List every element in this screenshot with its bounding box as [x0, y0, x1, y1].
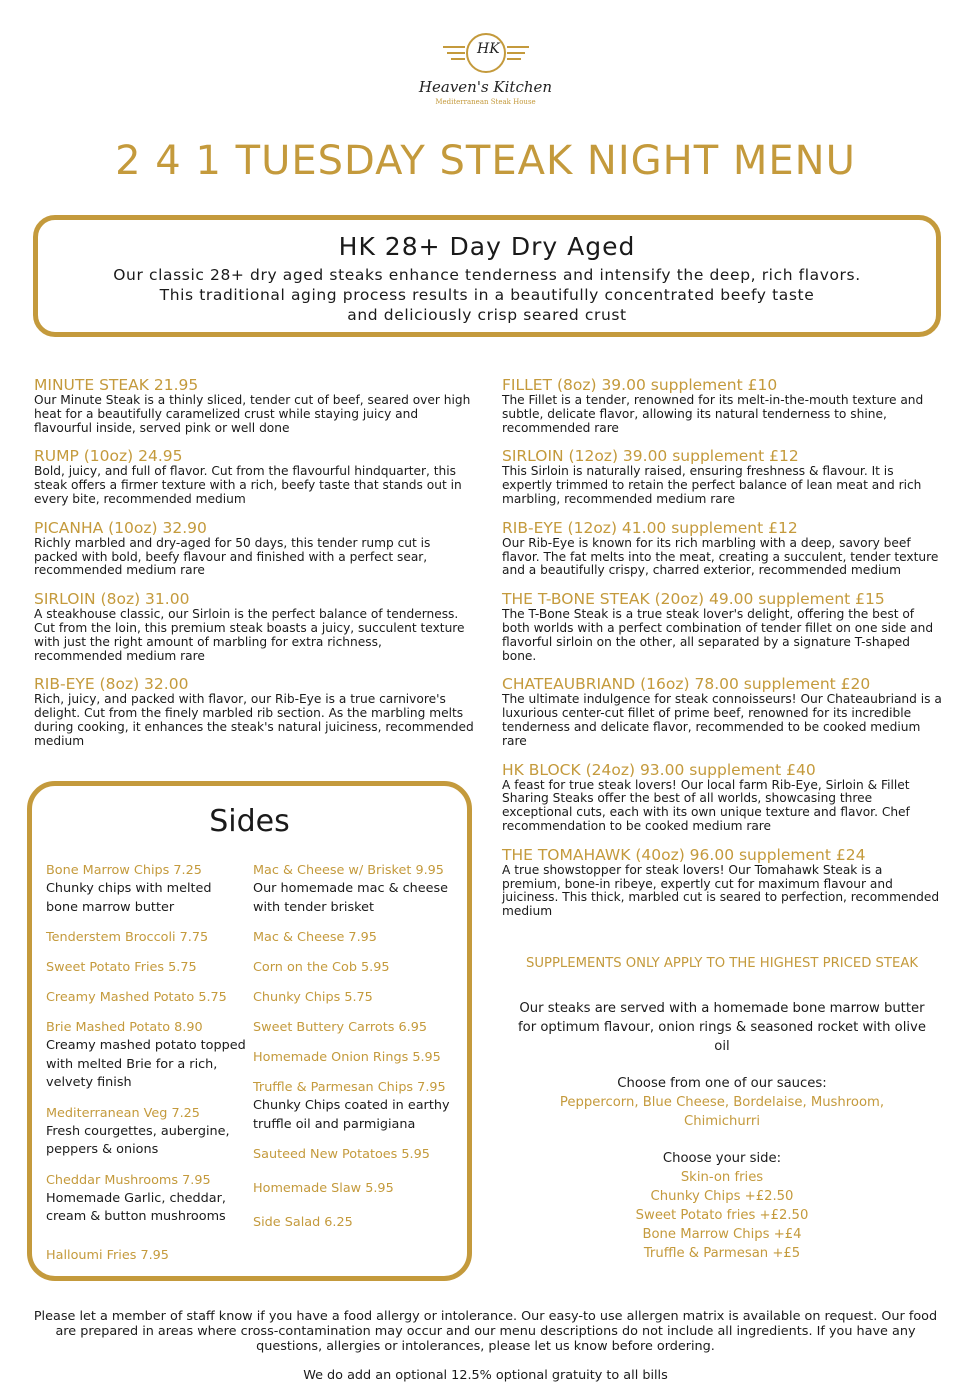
steak-item [34, 590, 474, 663]
side-name: Homemade Slaw 5.95 [253, 1181, 394, 1196]
side-option: Truffle & Parmesan +£5 [643, 1246, 801, 1261]
side-option: Sweet Potato fries +£2.50 [635, 1208, 809, 1223]
side-choice-label: Choose your side: [662, 1151, 782, 1166]
side-option: Skin-on fries [680, 1170, 764, 1185]
side-name: Mediterranean Veg 7.25 [46, 1105, 200, 1121]
side-name: Mac & Cheese w/ Brisket 9.95 [253, 863, 444, 878]
steak-description: A true showstopper for steak lovers! Our Tomahawk Steak is a premium, bone-in ribeye, expertly cut for maximum flavour and juiciness. This thick, marbled cut is seared to perfection, recommended medium [502, 862, 940, 919]
side-name: Side Salad 6.25 [253, 1215, 353, 1230]
steak-description: A steakhouse classic, our Sirloin is the perfect balance of tenderness. Cut from the loin, this premium steak boasts a juicy, succulent texture with just the right amount of marbling for extra richness, recommended medium rare [34, 607, 465, 663]
steak-item [502, 675, 942, 748]
side-item [46, 862, 246, 917]
steak-item [502, 376, 942, 435]
side-choice-section [502, 1149, 942, 1263]
side-item [46, 1105, 246, 1160]
side-item [253, 1214, 463, 1232]
side-description: Chunky Chips coated in earthy truffle oil and parmigiana [253, 1098, 450, 1132]
logo-name: Heaven's Kitchen [418, 78, 553, 96]
dry-aged-box [33, 215, 941, 337]
steak-name: SIRLOIN (12oz) 39.00 supplement £12 [502, 447, 799, 466]
side-description: Creamy mashed potato topped with melted Brie for a rich, velvety finish [46, 1038, 246, 1090]
side-item [46, 1019, 246, 1093]
steak-description: The T-Bone Steak is a true steak lover's delight, offering the best of both worlds with a perfect combination of tender fillet on one side and flavorful sirloin on the other, all separated by a signature T-shaped bone. [502, 607, 934, 663]
dry-aged-title: HK 28+ Day Dry Aged [338, 232, 636, 261]
side-item [253, 1019, 463, 1037]
steak-description: The Fillet is a tender, renowned for its melt-in-the-mouth texture and subtle, delicate flavor, allowing its natural tenderness to shine, recommended rare [502, 393, 924, 435]
page-title: 2 4 1 TUESDAY STEAK NIGHT MENU [115, 138, 856, 184]
steak-item [34, 376, 474, 435]
steak-name: HK BLOCK (24oz) 93.00 supplement £40 [502, 760, 816, 779]
side-item [46, 1172, 246, 1227]
steak-description: This Sirloin is naturally raised, ensuring freshness & flavour. It is expertly trimmed to retain the perfect balance of lean meat and rich marbling, recommended medium rare [502, 464, 922, 506]
svg-text:HK: HK [476, 41, 500, 57]
sides-column-1 [46, 862, 246, 1277]
steak-item [34, 447, 474, 506]
steak-name: FILLET (8oz) 39.00 supplement £10 [502, 376, 778, 394]
side-name: Halloumi Fries 7.95 [46, 1247, 169, 1263]
steak-description: The ultimate indulgence for steak connoisseurs! Our Chateaubriand is a luxurious center-cut fillet of prime beef, renowned for its incredible tenderness and delicate flavor, recommended to be cooked medium rare [502, 692, 942, 748]
side-name: Corn on the Cob 5.95 [253, 960, 390, 975]
served-with: Our steaks are served with a homemade bone marrow butter for optimum flavour, onion rings & seasoned rocket with olive oil [518, 1001, 926, 1054]
side-item [253, 959, 463, 977]
side-description: Our homemade mac & cheese with tender brisket [253, 881, 449, 915]
steak-name: SIRLOIN (8oz) 31.00 [34, 590, 190, 609]
logo-tagline: Mediterranean Steak House [435, 98, 536, 106]
side-name: Tenderstem Broccoli 7.75 [46, 930, 209, 945]
steaks-left-column [34, 376, 474, 761]
side-item [46, 1247, 246, 1265]
side-name: Cheddar Mushrooms 7.95 [46, 1172, 211, 1188]
steak-item [502, 519, 942, 578]
supplement-note: SUPPLEMENTS ONLY APPLY TO THE HIGHEST PRICED STEAK [526, 956, 918, 971]
side-description: Homemade Garlic, cheddar, cream & button mushrooms [46, 1190, 226, 1224]
steak-item [502, 447, 942, 506]
side-name: Truffle & Parmesan Chips 7.95 [253, 1080, 446, 1095]
hk-monogram-icon [441, 32, 531, 76]
side-name: Sweet Potato Fries 5.75 [46, 960, 197, 975]
side-name: Homemade Onion Rings 5.95 [253, 1050, 441, 1065]
sauces-list: Peppercorn, Blue Cheese, Bordelaise, Mushroom, Chimichurri [559, 1095, 885, 1129]
side-item [253, 1079, 463, 1134]
steak-item [502, 846, 942, 919]
steak-name: THE TOMAHAWK (40oz) 96.00 supplement £24 [502, 845, 866, 864]
sides-box [27, 781, 472, 1281]
logo [0, 32, 971, 106]
side-item [253, 862, 463, 917]
side-name: Brie Mashed Potato 8.90 [46, 1020, 203, 1035]
steak-name: RUMP (10oz) 24.95 [34, 447, 183, 466]
steak-name: PICANHA (10oz) 32.90 [34, 518, 207, 537]
side-item [46, 929, 246, 947]
steak-name: MINUTE STEAK 21.95 [34, 376, 199, 394]
steak-name: RIB-EYE (12oz) 41.00 supplement £12 [502, 518, 798, 537]
dry-aged-line: Our classic 28+ dry aged steaks enhance tenderness and intensify the deep, rich flavors. [113, 266, 861, 284]
side-item [253, 1180, 463, 1198]
side-name: Sweet Buttery Carrots 6.95 [253, 1020, 427, 1035]
side-option: Chunky Chips +£2.50 [650, 1189, 794, 1204]
steak-description: Our Minute Steak is a thinly sliced, tender cut of beef, seared over high heat for a beautifully caramelized crust while staying juicy and flavourful inside, served pink or well done [34, 393, 471, 435]
side-item [46, 959, 246, 977]
gratuity-notice: We do add an optional 12.5% optional gratuity to all bills [303, 1368, 668, 1383]
steak-name: CHATEAUBRIAND (16oz) 78.00 supplement £20 [502, 675, 871, 694]
steak-name: RIB-EYE (8oz) 32.00 [34, 675, 189, 694]
dry-aged-description [52, 265, 922, 325]
allergy-notice: Please let a member of staff know if you have a food allergy or intolerance. Our easy-to use allergen matrix is available on request. Our food are prepared in areas where cross-contamination may occur and our menu descriptions do not include all ingredients. If you have any questions, allergies or intolerances, please let us know before ordering. [33, 1309, 938, 1354]
sauces-section [502, 1074, 942, 1131]
sides-title: Sides [209, 804, 290, 839]
dry-aged-line: and deliciously crisp seared crust [347, 306, 627, 324]
dry-aged-line: This traditional aging process results in a beautifully concentrated beefy taste [159, 286, 815, 304]
side-name: Chunky Chips 5.75 [253, 990, 373, 1005]
side-item [253, 1049, 463, 1067]
side-name: Sauteed New Potatoes 5.95 [253, 1147, 430, 1162]
steak-description: Rich, juicy, and packed with flavor, our Rib-Eye is a true carnivore's delight. Cut from the finely marbled rib section. As the marbling melts during cooking, it enhances the steak's natural juiciness, recommended medium [34, 692, 474, 748]
steak-item [34, 519, 474, 578]
side-item [46, 989, 246, 1007]
steaks-right-column [502, 376, 942, 931]
steak-item [502, 761, 942, 834]
side-description: Chunky chips with melted bone marrow butter [46, 881, 212, 915]
steak-item [34, 675, 474, 748]
side-item [253, 1146, 463, 1164]
steak-item [502, 590, 942, 663]
side-option: Bone Marrow Chips +£4 [642, 1227, 802, 1242]
side-name: Creamy Mashed Potato 5.75 [46, 990, 227, 1005]
steak-description: Bold, juicy, and full of flavor. Cut from the flavourful hindquarter, this steak offers a firmer texture with a rich, beefy taste that stands out in every bite, recommended medium [34, 464, 462, 506]
steak-description: A feast for true steak lovers! Our local farm Rib-Eye, Sirloin & Fillet Sharing Steaks offer the best of all worlds, showcasing three exceptional cuts, each with its own unique texture and flavor. Chef recommendation to be cooked medium rare [502, 777, 910, 833]
sauces-label: Choose from one of our sauces: [617, 1076, 827, 1091]
side-item [253, 929, 463, 947]
steak-name: THE T-BONE STEAK (20oz) 49.00 supplement £15 [502, 590, 885, 609]
steak-description: Our Rib-Eye is known for its rich marbling with a deep, savory beef flavor. The fat melts into the meat, creating a succulent, tender texture and a beautifully crispy, charred exterior, recommended medium [502, 535, 939, 578]
serving-info [502, 955, 942, 1263]
side-item [253, 989, 463, 1007]
sides-column-2 [253, 862, 463, 1244]
side-name: Mac & Cheese 7.95 [253, 930, 377, 945]
side-name: Bone Marrow Chips 7.25 [46, 863, 202, 878]
steak-description: Richly marbled and dry-aged for 50 days, this tender rump cut is packed with bold, beefy flavour and finished with a perfect sear, recommended medium rare [34, 535, 431, 578]
side-description: Fresh courgettes, aubergine, peppers & onions [46, 1123, 230, 1157]
